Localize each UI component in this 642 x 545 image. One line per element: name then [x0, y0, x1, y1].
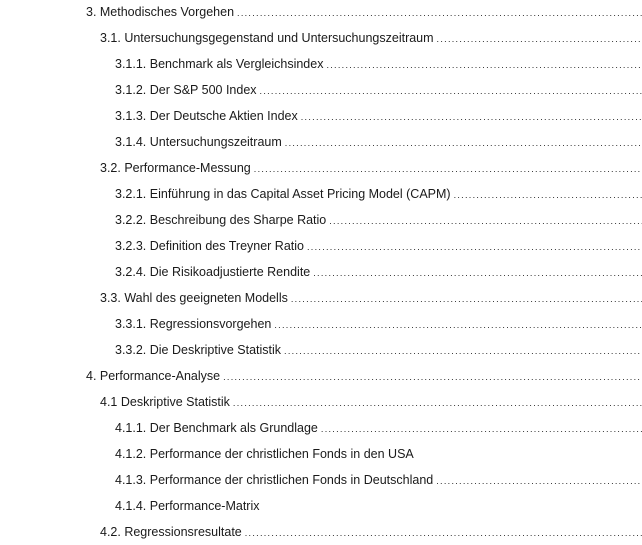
toc-entry-3-3-1[interactable]	[115, 315, 642, 333]
toc-entry-3-2-2[interactable]	[115, 211, 642, 229]
toc-entry-4-1[interactable]	[100, 393, 642, 411]
toc-entry-label: 3.1.1. Benchmark als Vergleichsindex	[115, 57, 324, 71]
toc-entry-label: 3.3.1. Regressionsvorgehen	[115, 317, 272, 331]
toc-entry-3-3[interactable]	[100, 289, 642, 307]
toc-entry-label: 3.2.1. Einführung in das Capital Asset Pricing Model (CAPM)	[115, 187, 451, 201]
dot-leader	[321, 420, 642, 437]
toc-entry-3-2-3[interactable]	[115, 237, 642, 255]
toc-entry-label: 4.2. Regressionsresultate	[100, 525, 242, 539]
toc-entry-label: 3.2.3. Definition des Treyner Ratio	[115, 239, 304, 253]
dot-leader	[245, 524, 642, 541]
toc-entry-4[interactable]	[86, 367, 642, 385]
toc-entry-4-2[interactable]	[100, 523, 642, 541]
toc-entry-label: 3. Methodisches Vorgehen	[86, 5, 235, 19]
toc-entry-label: 4. Performance-Analyse	[86, 369, 221, 383]
toc-entry-label: 3.1.2. Der S&P 500 Index	[115, 83, 257, 97]
dot-leader	[454, 186, 642, 203]
dot-leader	[313, 264, 642, 281]
dot-leader	[291, 290, 642, 307]
dot-leader	[260, 82, 642, 99]
toc-entry-3-2-1[interactable]	[115, 185, 642, 203]
dot-leader	[437, 30, 642, 47]
toc-entry-label: 3.1. Untersuchungsgegenstand und Untersuchungszeitraum	[100, 31, 434, 45]
toc-entry-4-1-2[interactable]	[115, 445, 642, 463]
toc-entry-label: 3.2.4. Die Risikoadjustierte Rendite	[115, 265, 311, 279]
toc-entry-4-1-1[interactable]	[115, 419, 642, 437]
toc-entry-3-1[interactable]	[100, 29, 642, 47]
dot-leader	[237, 4, 642, 21]
dot-leader	[436, 472, 642, 489]
toc-entry-4-1-3[interactable]	[115, 471, 642, 489]
toc-entry-3-1-1[interactable]	[115, 55, 642, 73]
toc-entry-3-3-2[interactable]	[115, 341, 642, 359]
toc-entry-label: 3.3. Wahl des geeigneten Modells	[100, 291, 288, 305]
toc-entry-3-2-4[interactable]	[115, 263, 642, 281]
dot-leader	[254, 160, 642, 177]
dot-leader	[274, 316, 642, 333]
toc-entry-label: 4.1.4. Performance-Matrix	[115, 499, 260, 513]
toc-entry-label: 3.3.2. Die Deskriptive Statistik	[115, 343, 282, 357]
toc-entry-label: 3.2.2. Beschreibung des Sharpe Ratio	[115, 213, 327, 227]
dot-leader	[233, 394, 642, 411]
toc-entry-label: 4.1.1. Der Benchmark als Grundlage	[115, 421, 318, 435]
toc-entry-label: 3.1.4. Untersuchungszeitraum	[115, 135, 282, 149]
toc-entry-label: 3.2. Performance-Messung	[100, 161, 251, 175]
toc-entry-3-1-4[interactable]	[115, 133, 642, 151]
dot-leader	[301, 108, 642, 125]
toc-entry-3[interactable]	[86, 3, 642, 21]
dot-leader	[307, 238, 642, 255]
dot-leader	[223, 368, 642, 385]
toc-entry-3-1-3[interactable]	[115, 107, 642, 125]
toc-entry-label: 3.1.3. Der Deutsche Aktien Index	[115, 109, 298, 123]
dot-leader	[329, 212, 642, 229]
toc-entry-label: 4.1.3. Performance der christlichen Fonds in Deutschland	[115, 473, 434, 487]
toc-entry-3-1-2[interactable]	[115, 81, 642, 99]
toc-entry-4-1-4[interactable]	[115, 497, 642, 515]
toc-entry-label: 4.1.2. Performance der christlichen Fonds in den USA	[115, 447, 414, 461]
dot-leader	[326, 56, 642, 73]
dot-leader	[284, 342, 642, 359]
toc-entry-3-2[interactable]	[100, 159, 642, 177]
toc-entry-label: 4.1 Deskriptive Statistik	[100, 395, 230, 409]
dot-leader	[285, 134, 642, 151]
